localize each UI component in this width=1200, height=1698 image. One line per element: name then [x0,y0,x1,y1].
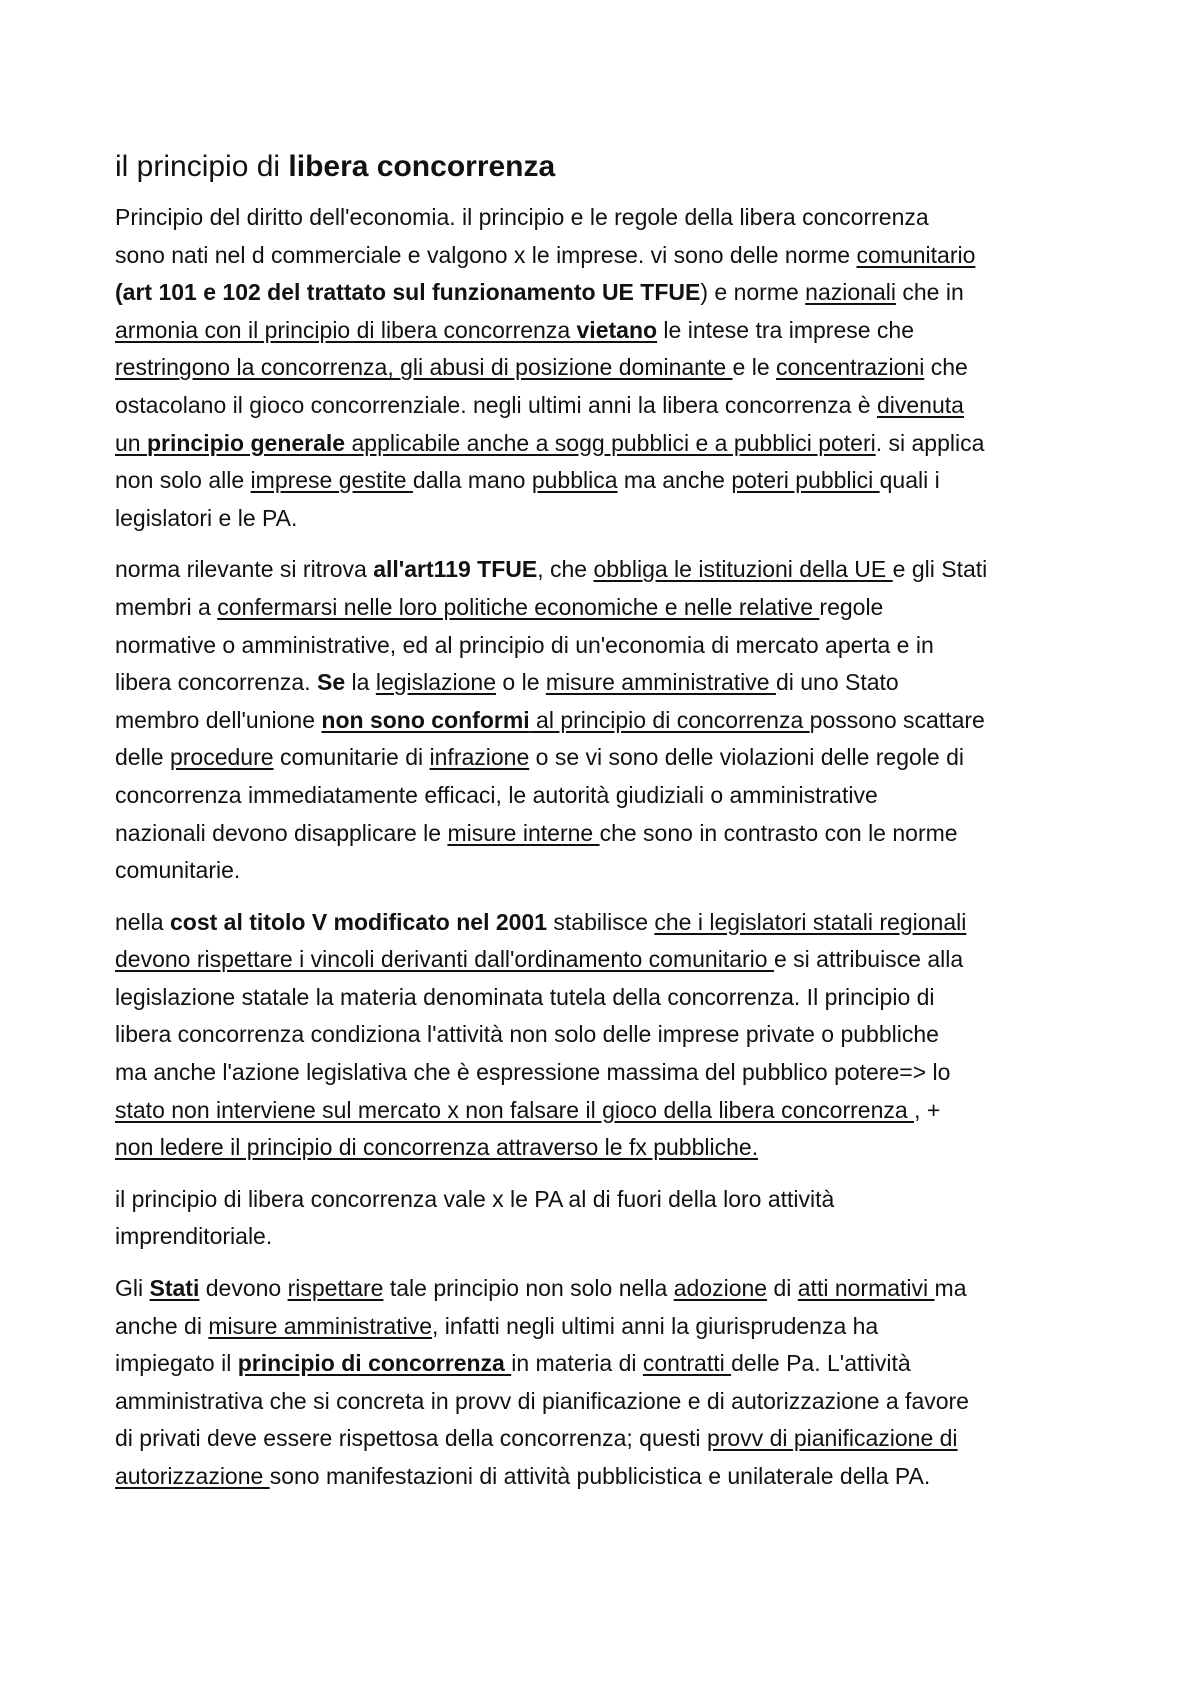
text-run: e le [732,354,777,381]
text-run: le intese tra imprese che [657,316,914,343]
text-run: e si attribuisce alla [773,946,964,973]
text-line [115,312,1105,350]
paragraph [115,1270,1105,1496]
text-run: Gli [115,1275,150,1302]
underlined-text: stato non interviene sul mercato x non falsare il gioco della libera concorrenza [115,1096,915,1123]
text-run: che sono in contrasto con le norme [599,819,958,846]
underlined-text: autorizzazione [115,1463,270,1489]
underlined-text: comunitario [856,241,976,268]
underlined-text: divenuta [876,391,964,418]
text-run: il principio di libera concorrenza vale x le PA al di fuori della loro attività [115,1185,835,1212]
text-run: quali i [879,467,940,494]
text-line [115,1054,1105,1092]
text-run: membri a [115,593,218,620]
text-run: comunitarie. [115,857,241,884]
underlined-text: contratti [642,1350,732,1377]
underlined-text: obbliga le istituzioni della UE [593,556,893,583]
title-plain: il principio di [115,150,289,183]
text-line [115,1345,1105,1383]
text-run: di [767,1275,798,1302]
text-run: , che [537,556,594,583]
text-run: anche di [115,1312,209,1339]
text-run: in materia di [511,1350,643,1377]
text-line [115,1092,1105,1130]
text-line [115,627,1105,665]
underlined-text: applicabile anche a sogg pubblici e a pubblici poteri [345,429,876,456]
text-line [115,425,1105,463]
text-line [115,979,1105,1017]
text-run: ma anche [617,467,732,494]
text-line [115,815,1105,853]
text-run: , + [914,1096,941,1123]
text-line [115,462,1105,500]
underlined-text: un [115,429,147,456]
underlined-text: restringono la concorrenza, gli abusi di posizione dominante [115,354,733,381]
text-line [115,664,1105,702]
underlined-text: procedure [169,744,274,771]
text-line [115,1383,1105,1421]
text-run: Principio del diritto dell'economia. il principio e le regole della libera concorrenza [115,204,929,230]
text-run: o se vi sono delle violazioni delle regole di [529,744,964,771]
bold-text: all'art119 TFUE [373,556,538,583]
underlined-text: che i legislatori statali regionali [654,908,967,935]
underlined-text: rispettare [287,1275,384,1302]
underlined-text: imprese gestite [250,467,413,494]
text-run: membro dell'unione [115,706,322,733]
text-run: e gli Stati [892,556,988,583]
text-run: delle [115,744,170,771]
document-body [115,147,1105,1510]
underlined-text: atti normativi [797,1275,935,1302]
bold-underlined-text: vietano [576,316,658,343]
text-run: sono nati nel d commerciale e valgono x le imprese. vi sono delle norme [115,241,857,268]
text-line [115,237,1105,275]
text-line [115,349,1105,387]
text-run: devono [199,1275,288,1302]
text-run: libera concorrenza. [115,669,317,696]
paragraph [115,199,1105,537]
text-line [115,1129,1105,1167]
text-run: delle Pa. L'attività [731,1350,911,1377]
text-line [115,1458,1105,1496]
text-line [115,1270,1105,1308]
text-line [115,904,1105,942]
text-line [115,1308,1105,1346]
text-line [115,551,1105,589]
underlined-text: armonia con il principio di libera concorrenza [115,316,577,343]
text-run: che [924,354,968,381]
text-run: imprenditoriale. [115,1223,273,1250]
underlined-text: misure amministrative [545,669,776,696]
page-title [115,147,1105,187]
text-run: ostacolano il gioco concorrenziale. negli ultimi anni la libera concorrenza è [115,391,877,418]
text-run: dalla mano [412,467,532,494]
text-run: legislazione statale la materia denominata tutela della concorrenza. Il principio di [115,983,935,1010]
text-line [115,702,1105,740]
text-run: ) e norme [700,279,806,306]
text-line [115,1218,1105,1256]
underlined-text: devono rispettare i vincoli derivanti dall'ordinamento comunitario [115,946,774,973]
text-run: . si applica [875,429,985,456]
text-line [115,589,1105,627]
text-run: non solo alle [115,467,251,494]
text-run: possono scattare [809,706,985,733]
text-line [115,852,1105,890]
text-line [115,1420,1105,1458]
text-run: sono manifestazioni di attività pubblicistica e unilaterale della PA. [269,1463,931,1489]
underlined-text: confermarsi nelle loro politiche economiche e nelle relative [217,593,820,620]
text-run: libera concorrenza condiziona l'attività non solo delle imprese private o pubbliche [115,1021,939,1048]
underlined-text: concentrazioni [776,354,925,381]
text-run: stabilisce [547,908,655,935]
bold-underlined-text: Stati [149,1275,200,1302]
text-run: ma [934,1275,967,1302]
underlined-text: legislazione [375,669,497,696]
bold-text: Se [317,669,346,696]
text-run: di privati deve essere rispettosa della concorrenza; questi [115,1425,707,1452]
bold-underlined-text: principio generale [146,429,346,456]
underlined-text: al principio di concorrenza [529,706,810,733]
paragraph [115,551,1105,889]
text-run: di uno Stato [775,669,899,696]
underlined-text: adozione [673,1275,768,1302]
text-line [115,777,1105,815]
text-line [115,1181,1105,1219]
text-run: normative o amministrative, ed al principio di un'economia di mercato aperta e in [115,631,934,658]
underlined-text: pubblica [531,467,618,494]
text-line [115,387,1105,425]
bold-text: cost al titolo V modificato nel 2001 [169,908,548,935]
underlined-text: nazionali [805,279,896,306]
text-line [115,1016,1105,1054]
text-run: impiegato il [115,1350,238,1377]
paragraph [115,1181,1105,1256]
text-run: la [345,669,376,696]
title-bold: libera concorrenza [288,150,556,183]
paragraphs [115,199,1105,1496]
text-run: o le [496,669,546,696]
text-run: che in [895,279,964,306]
text-line [115,199,1105,237]
text-run: nazionali devono disapplicare le [115,819,448,846]
text-run: comunitarie di [273,744,430,771]
underlined-text: poteri pubblici [731,467,880,494]
text-line [115,500,1105,538]
text-line [115,274,1105,312]
text-run: concorrenza immediatamente efficaci, le autorità giudiziali o amministrative [115,781,878,808]
text-run: regole [819,593,884,620]
underlined-text: infrazione [429,744,530,771]
text-run: legislatori e le PA. [115,504,298,531]
bold-text: (art 101 e 102 del trattato sul funzionamento UE TFUE [115,279,701,306]
bold-underlined-text: principio di concorrenza [237,1350,512,1377]
text-run: nella [115,908,170,935]
bold-underlined-text: non sono conformi [321,706,530,733]
underlined-text: misure amministrative [208,1312,433,1339]
text-line [115,941,1105,979]
text-line [115,739,1105,777]
underlined-text: non ledere il principio di concorrenza attraverso le fx pubbliche. [115,1134,759,1161]
underlined-text: misure interne [447,819,600,846]
underlined-text: provv di pianificazione di [706,1425,958,1452]
paragraph [115,904,1105,1167]
text-run: norma rilevante si ritrova [115,556,374,583]
text-run: ma anche l'azione legislativa che è espressione massima del pubblico potere=> lo [115,1059,951,1086]
text-run: tale principio non solo nella [383,1275,674,1302]
text-run: , infatti negli ultimi anni la giurisprudenza ha [432,1312,879,1339]
text-run: amministrativa che si concreta in provv di pianificazione e di autorizzazione a favore [115,1387,969,1414]
